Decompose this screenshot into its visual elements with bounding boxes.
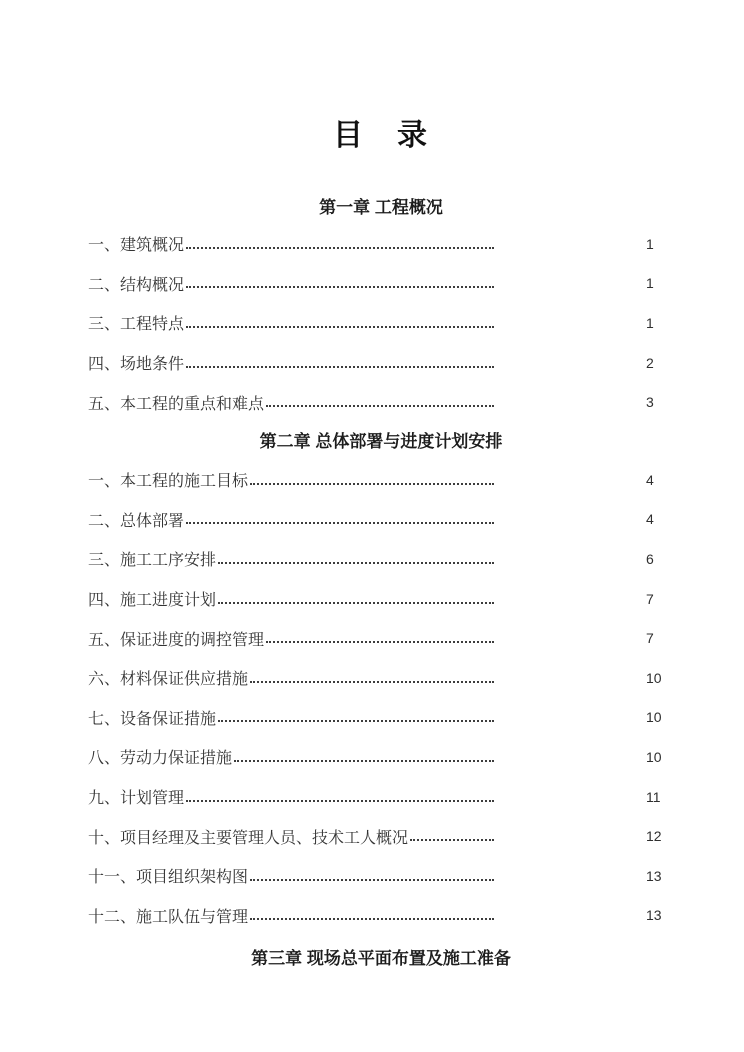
- toc-entry-label: 三、工程特点: [88, 316, 185, 334]
- toc-entry: [88, 737, 674, 777]
- toc-entry-label: 七、设备保证措施: [88, 710, 217, 728]
- toc-entry: [88, 896, 674, 936]
- toc-entry: [88, 658, 674, 698]
- chapter-heading-1: 第一章 工程概况: [319, 198, 443, 217]
- toc-entry-label: 一、建筑概况: [88, 237, 185, 255]
- toc-entry-label: 二、总体部署: [88, 512, 185, 530]
- toc-entry-page: 7: [646, 630, 654, 647]
- toc-entry: [88, 382, 674, 422]
- page-title: 目 录: [333, 119, 429, 152]
- toc-entry-page: 10: [646, 748, 662, 765]
- toc-entry-label: 一、本工程的施工目标: [88, 473, 249, 491]
- dot-leader: [186, 286, 494, 288]
- dot-leader: [186, 247, 494, 249]
- dot-leader: [186, 522, 494, 524]
- toc-entry-label: 五、保证进度的调控管理: [88, 631, 265, 649]
- toc-entry: [88, 500, 674, 540]
- toc-entry: [88, 618, 674, 658]
- toc-entry-label: 九、计划管理: [88, 790, 185, 808]
- dot-leader: [266, 405, 494, 407]
- toc-entry: [88, 698, 674, 738]
- toc-entry-label: 三、施工工序安排: [88, 552, 217, 570]
- toc-entry-label: 十一、项目组织架构图: [88, 869, 249, 887]
- toc-entry-page: 7: [646, 590, 654, 607]
- toc-entry: [88, 539, 674, 579]
- dot-leader: [186, 366, 494, 368]
- toc-entry-label: 八、劳动力保证措施: [88, 750, 233, 768]
- chapter-1-entries: [88, 224, 674, 422]
- toc-entry-label: 六、材料保证供应措施: [88, 671, 249, 689]
- toc-entry-label: 二、结构概况: [88, 276, 185, 294]
- toc-entry-page: 2: [646, 354, 654, 371]
- toc-entry-label: 十二、施工队伍与管理: [88, 908, 249, 926]
- toc-entry: [88, 343, 674, 383]
- toc-entry-page: 1: [646, 314, 654, 331]
- dot-leader: [186, 326, 494, 328]
- toc-entry-page: 11: [646, 788, 661, 805]
- toc-entry-page: 1: [646, 235, 654, 252]
- toc-entry: [88, 856, 674, 896]
- toc-entry-page: 4: [646, 511, 654, 528]
- toc-entry-page: 13: [646, 907, 662, 924]
- toc-entry: [88, 264, 674, 304]
- dot-leader: [250, 483, 494, 485]
- toc-entry-page: 10: [646, 669, 662, 686]
- toc-entry-page: 13: [646, 867, 662, 884]
- toc-entry-label: 四、施工进度计划: [88, 592, 217, 610]
- dot-leader: [410, 839, 494, 841]
- dot-leader: [250, 879, 494, 881]
- toc-entry-page: 12: [646, 828, 662, 845]
- chapter-2-entries: [88, 460, 674, 935]
- toc-entry: [88, 816, 674, 856]
- dot-leader: [218, 720, 494, 722]
- toc-entry: [88, 579, 674, 619]
- dot-leader: [234, 760, 494, 762]
- toc-entry: [88, 224, 674, 264]
- toc-entry: [88, 303, 674, 343]
- chapter-heading-2: 第二章 总体部署与进度计划安排: [259, 431, 503, 451]
- chapter-heading-3: 第三章 现场总平面布置及施工准备: [251, 949, 511, 969]
- toc-entry-label: 四、场地条件: [88, 356, 185, 374]
- toc-entry-label: 十、项目经理及主要管理人员、技术工人概况: [88, 829, 409, 847]
- toc-entry-page: 3: [646, 394, 654, 411]
- toc-entry: [88, 460, 674, 500]
- toc-entry-page: 6: [646, 550, 654, 567]
- toc-entry-page: 4: [646, 471, 654, 488]
- dot-leader: [218, 562, 494, 564]
- toc-entry-label: 五、本工程的重点和难点: [88, 395, 265, 413]
- dot-leader: [218, 602, 494, 604]
- dot-leader: [186, 800, 494, 802]
- toc-entry-page: 1: [646, 275, 654, 292]
- dot-leader: [250, 681, 494, 683]
- toc-entry-page: 10: [646, 709, 662, 726]
- dot-leader: [266, 641, 494, 643]
- dot-leader: [250, 918, 494, 920]
- toc-entry: [88, 777, 674, 817]
